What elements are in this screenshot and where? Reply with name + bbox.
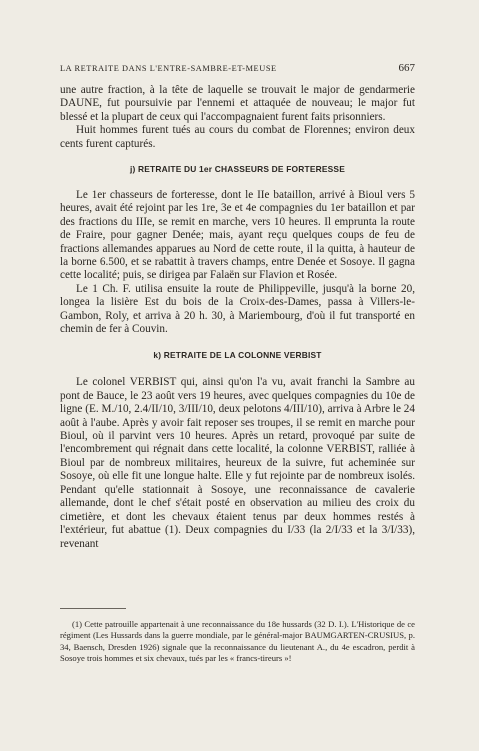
- footnote-divider: [60, 608, 126, 609]
- paragraph: Le 1er chasseurs de forteresse, dont le IIe bataillon, arrivé à Bioul vers 5 heures, avait été rejoint par les 1re, 3e et 4e compagnies du 1er bataillon et par des fractions du IIIe, se remit en marche, vers 10 heures. Il emprunta la route de Fraire, pour gagner Denée; mais, ayant reçu quelques coups de feu de fractions allemandes apparues au Nord de cette route, il la quitta, à hauteur de la borne 6.500, et se rabattit à travers champs, entre Denée et Sosoye. Il gagna cette localité; puis, se dirigea par Falaën sur Flavion et Rosée.: [60, 188, 415, 282]
- running-title: LA RETRAITE DANS L'ENTRE-SAMBRE-ET-MEUSE: [60, 64, 277, 73]
- page-number: 667: [398, 62, 415, 74]
- footnote-text: (1) Cette patrouille appartenait à une reconnaissance du 18e hussards (32 D. I.). L'Historique de ce régiment (Les Hussards dans la guerre mondiale, par le général-major BAUMGARTEN-CRUSIUS, p. 34, Baensch, Dresden 1926) signale que la reconnaissance du lieutenant A., du 4e escadron, perdit à Sosoye trois hommes et six chevaux, tués par les « francs-tireurs »!: [60, 619, 415, 663]
- footnote: [60, 619, 415, 664]
- page-header: [60, 62, 415, 74]
- section-heading-j: j) RETRAITE DU 1er CHASSEURS DE FORTERESSE: [129, 164, 345, 175]
- paragraph: une autre fraction, à la tête de laquelle se trouvait le major de gendarmerie DAUNE, fut poursuivie par l'ennemi et attaquée de nouveau; le major fut blessé et la plupart de ceux qui l'accompagnaient furent faits prisonniers.: [60, 84, 415, 123]
- paragraph: Huit hommes furent tués au cours du combat de Florennes; environ deux cents furent capturés.: [60, 124, 415, 150]
- paragraph: Le colonel VERBIST qui, ainsi qu'on l'a vu, avait franchi la Sambre au pont de Bauce, le 23 août vers 19 heures, avec quelques compagnies du 10e de ligne (E. M./10, 2.4/II/10, 3/III/10, deux pelotons 4/III/10), arriva à Arbre le 24 août à l'aube. Après y avoir fait reposer ses troupes, il se remit en marche pour Bioul, où il parvint vers 10 heures. Après un retard, provoqué par suite de l'encombrement qui régnait dans cette localité, la colonne VERBIST, ralliée à Bioul par de nombreux militaires, heureux de la suivre, fut acheminée sur Sosoye, où elle fit une longue halte. Elle y fut rejointe par de nombreux isolés. Pendant qu'elle stationnait à Sosoye, une reconnaissance de cavalerie allemande, dont le chef s'était posté en observation au milieu des croix du cimetière, et dont les chevaux étaient tenus par deux hommes restés à l'extérieur, fut abattue (1). Deux compagnies du I/33 (la 2/I/33 et la 3/I/33), revenant: [60, 376, 415, 550]
- page-body: [60, 84, 415, 551]
- paragraph: Le 1 Ch. F. utilisa ensuite la route de Philippeville, jusqu'à la borne 20, longea la lisière Est du bois de la Croix-des-Dames, passa à Villers-le-Gambon, Roly, et arriva à 20 h. 30, à Mariembourg, d'où il fut transporté en chemin de fer à Couvin.: [60, 282, 415, 336]
- section-heading-k: k) RETRAITE DE LA COLONNE VERBIST: [153, 349, 322, 360]
